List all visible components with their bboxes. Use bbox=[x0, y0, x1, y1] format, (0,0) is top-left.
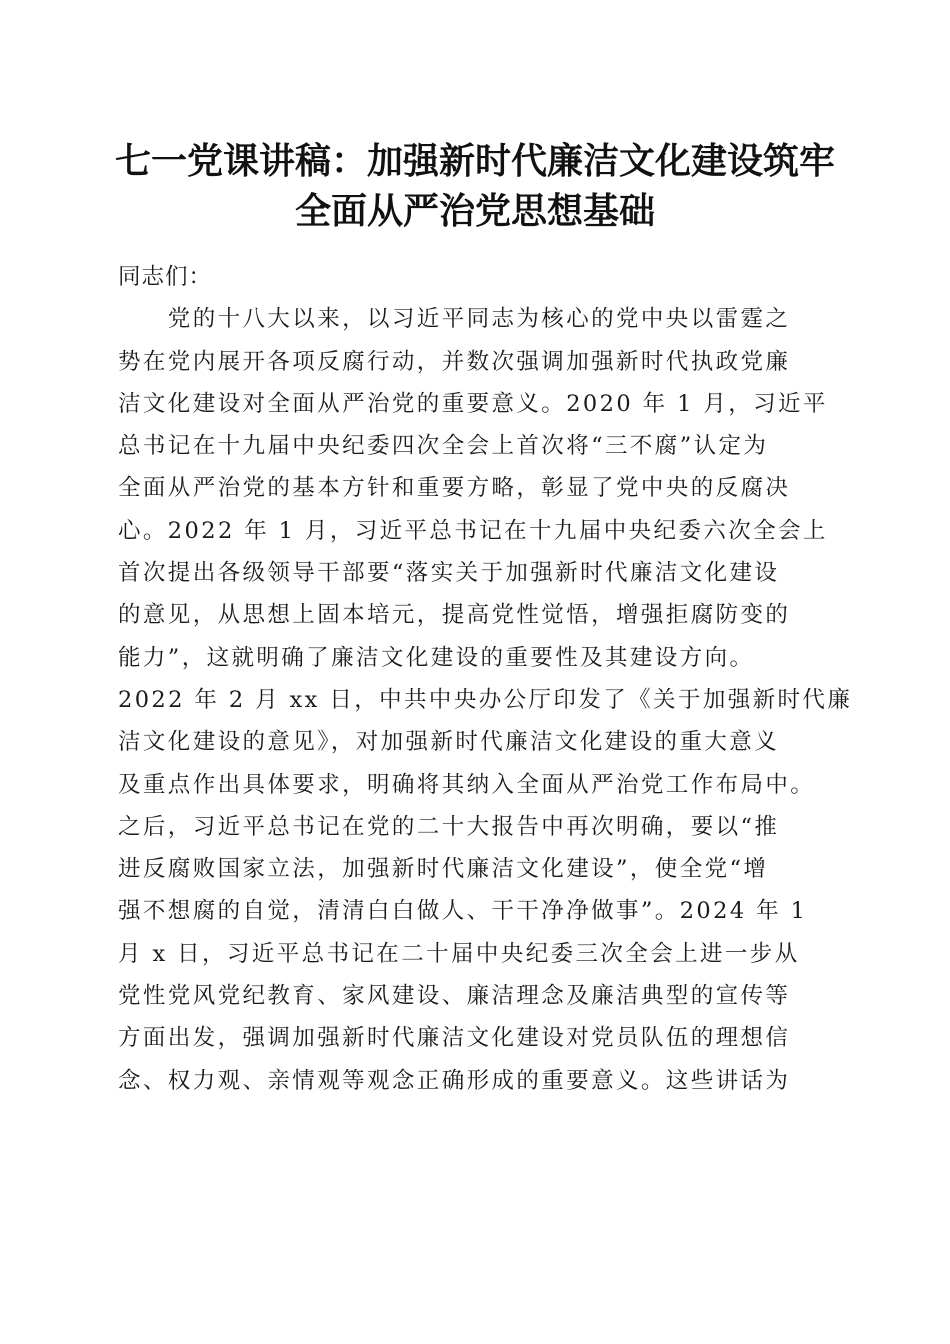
document-body bbox=[118, 256, 853, 1102]
body-line-13: 之后，习近平总书记在党的二十大报告中再次明确，要以“推 bbox=[118, 813, 780, 840]
body-line-19: 念、权力观、亲情观等观念正确形成的重要意义。这些讲话为 bbox=[118, 1067, 791, 1094]
document-title bbox=[100, 136, 850, 236]
body-line-2: 势在党内展开各项反腐行动，并数次强调加强新时代执政党廉 bbox=[118, 348, 791, 375]
body-line-10: 2022 年 2 月 xx 日，中共中央办公厅印发了《关于加强新时代廉 bbox=[118, 686, 853, 713]
body-line-16: 月 x 日，习近平总书记在二十届中央纪委三次全会上进一步从 bbox=[118, 940, 800, 967]
body-line-3: 洁文化建设对全面从严治党的重要意义。2020 年 1 月，习近平 bbox=[118, 390, 828, 417]
body-line-14: 进反腐败国家立法，加强新时代廉洁文化建设”，使全党“增 bbox=[118, 856, 769, 883]
title-line-2: 全面从严治党思想基础 bbox=[294, 190, 655, 232]
body-line-4: 总书记在十九届中央纪委四次全会上首次将“三不腐”认定为 bbox=[118, 433, 769, 460]
body-line-5: 全面从严治党的基本方针和重要方略，彰显了党中央的反腐决 bbox=[118, 475, 791, 502]
body-line-17: 党性党风党纪教育、家风建设、廉洁理念及廉洁典型的宣传等 bbox=[118, 983, 791, 1010]
salutation: 同志们： bbox=[118, 264, 213, 290]
title-line-1: 七一党课讲稿：加强新时代廉洁文化建设筑牢 bbox=[114, 140, 835, 182]
body-line-11: 洁文化建设的意见》，对加强新时代廉洁文化建设的重大意义 bbox=[118, 729, 780, 756]
body-line-1: 党的十八大以来，以习近平同志为核心的党中央以雷霆之 bbox=[118, 306, 791, 333]
body-line-8: 的意见，从思想上固本培元，提高党性觉悟，增强拒腐防变的 bbox=[118, 602, 791, 629]
body-line-18: 方面出发，强调加强新时代廉洁文化建设对党员队伍的理想信 bbox=[118, 1025, 791, 1052]
body-line-9: 能力”，这就明确了廉洁文化建设的重要性及其建设方向。 bbox=[118, 644, 755, 671]
body-line-15: 强不想腐的自觉，清清白白做人、干干净净做事”。2024 年 1 bbox=[118, 898, 808, 925]
body-line-7: 首次提出各级领导干部要“落实关于加强新时代廉洁文化建设 bbox=[118, 560, 780, 587]
body-line-12: 及重点作出具体要求，明确将其纳入全面从严治党工作布局中。 bbox=[118, 771, 816, 798]
body-line-6: 心。2022 年 1 月，习近平总书记在十九届中央纪委六次全会上 bbox=[118, 517, 828, 544]
